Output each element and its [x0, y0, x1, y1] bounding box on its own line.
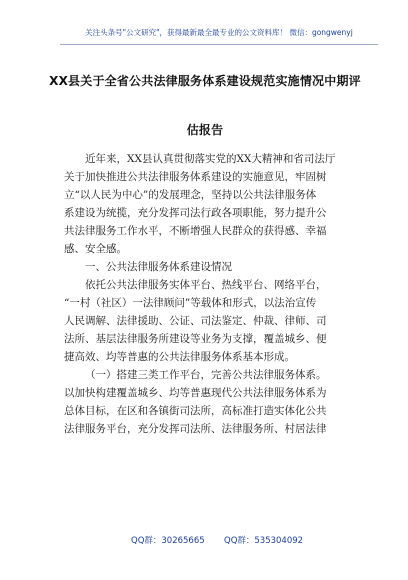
body-line: 近年来，XX县认真贯彻落实党的XX大精神和省司法厅	[85, 153, 336, 165]
body-line: 以加快构建覆盖城乡、均等普惠现代公共法律服务体系为	[64, 387, 327, 399]
body-line: “一村（社区）一法律顾问”等载体和形式，以法治宣传	[64, 297, 317, 309]
body-line: 人民调解、法律援助、公证、司法鉴定、仲裁、律师、司	[64, 315, 327, 327]
subsection-heading: （一）搭建三类工作平台，完善公共法律服务体系。	[85, 369, 327, 381]
body-line: 共法律服务工作水平，不断增强人民群众的获得感、幸福	[64, 225, 327, 237]
footer-contact	[0, 534, 408, 550]
header-banner	[60, 22, 378, 45]
header-promo-text: 关注头条号"公文研究"，获得最新最全最专业的公文资料库！ 微信：gongwenyj	[85, 28, 353, 37]
body-line: 捷高效、均等普惠的公共法律服务体系基本形成。	[64, 351, 295, 363]
body-line: 关于加快推进公共法律服务体系建设的实施意见，牢固树	[64, 171, 327, 183]
body-line: 法所、基层法律服务所建设等业务为支撑，覆盖城乡、便	[64, 333, 327, 345]
body-line: 总体目标，在区和各镇街司法所，高标准打造实体化公共	[64, 405, 327, 417]
body-line: 系建设为统揽，充分发挥司法行政各项职能，努力提升公	[64, 207, 327, 219]
document-title-line-2: 估报告	[186, 123, 224, 137]
body-line: 立“以人民为中心”的发展理念，坚持以公共法律服务体	[64, 189, 317, 201]
section-heading: 一、公共法律服务体系建设情况	[85, 261, 232, 273]
body-line: 依托公共法律服务实体平台、热线平台、网络平台，	[85, 279, 327, 291]
body-line: 感、安全感。	[64, 243, 127, 255]
footer-qq-group-2: QQ群：535304092	[224, 536, 304, 546]
document-body	[64, 146, 354, 443]
footer-qq-group-1: QQ群：30265665	[131, 536, 205, 546]
document-title-line-1: XX县关于全省公共法律服务体系建设规范实施情况中期评	[49, 74, 361, 88]
body-line: 法律服务平台，充分发挥司法所、法律服务所、村居法律	[64, 423, 327, 435]
